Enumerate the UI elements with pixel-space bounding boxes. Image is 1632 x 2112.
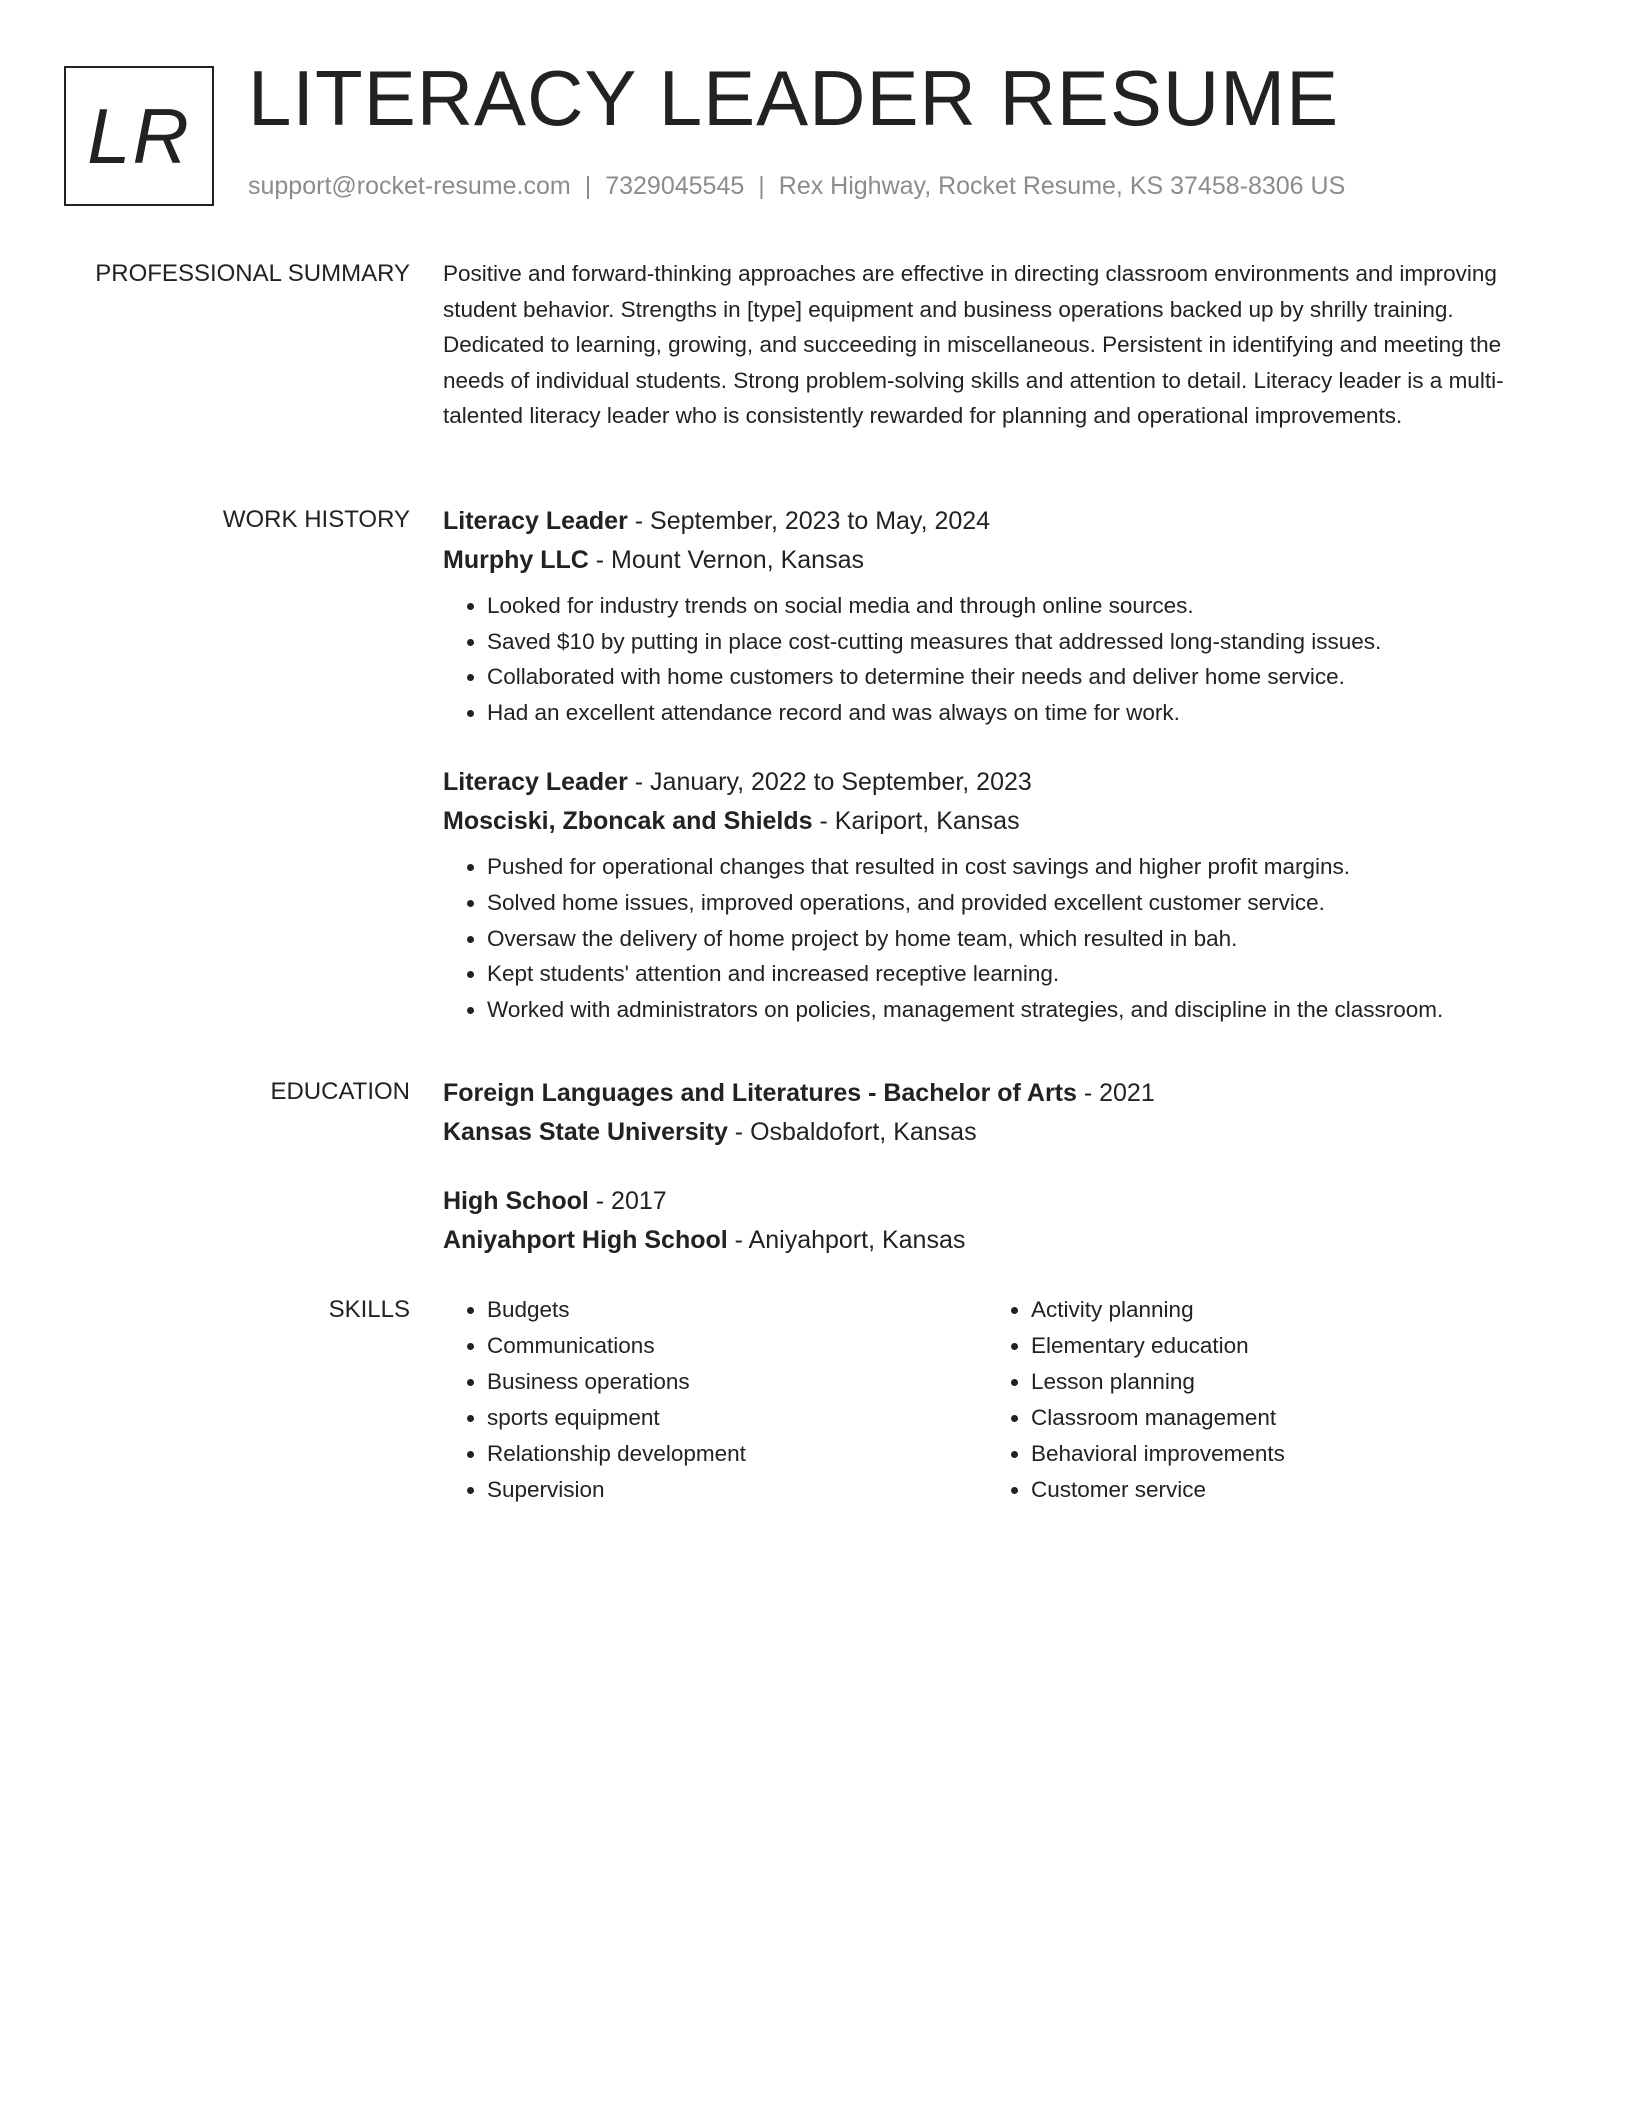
page-title: LITERACY LEADER RESUME bbox=[248, 54, 1340, 142]
contact-line bbox=[248, 172, 1345, 201]
job-company-line bbox=[443, 541, 1543, 580]
degree: Foreign Languages and Literatures - Bachelor of Arts bbox=[443, 1079, 1077, 1107]
contact-email: support@rocket-resume.com bbox=[248, 172, 571, 200]
skills-body bbox=[443, 1292, 1543, 1508]
education-entry bbox=[443, 1182, 1543, 1260]
skill-item: • Activity planning bbox=[1031, 1292, 1531, 1328]
school-line bbox=[443, 1113, 1543, 1152]
skills-column-right bbox=[987, 1292, 1531, 1508]
skills-list bbox=[443, 1292, 987, 1508]
contact-phone: 7329045545 bbox=[605, 172, 745, 200]
skills-column-left bbox=[443, 1292, 987, 1508]
job-bullet: • Pushed for operational changes that resulted in cost savings and higher profit margins. bbox=[487, 849, 1543, 885]
job-title-line bbox=[443, 502, 1543, 541]
skill-item: • Customer service bbox=[1031, 1472, 1531, 1508]
job-company: Mosciski, Zboncak and Shields bbox=[443, 807, 813, 836]
school: Aniyahport High School bbox=[443, 1226, 728, 1254]
skill-item: • Communications bbox=[487, 1328, 987, 1364]
job-location: - Kariport, Kansas bbox=[812, 807, 1020, 836]
degree-line bbox=[443, 1074, 1543, 1113]
skill-item: • sports equipment bbox=[487, 1400, 987, 1436]
work-history-body bbox=[443, 502, 1543, 1027]
job-dates: - January, 2022 to September, 2023 bbox=[627, 768, 1032, 797]
job-entry bbox=[443, 763, 1543, 1027]
skill-item: • Classroom management bbox=[1031, 1400, 1531, 1436]
skill-item: • Supervision bbox=[487, 1472, 987, 1508]
school-location: - Aniyahport, Kansas bbox=[727, 1226, 966, 1254]
school: Kansas State University bbox=[443, 1118, 728, 1146]
skill-item: • Business operations bbox=[487, 1364, 987, 1400]
monogram-logo: LR bbox=[64, 66, 214, 206]
school-location: - Osbaldofort, Kansas bbox=[727, 1118, 977, 1146]
degree-year: - 2017 bbox=[588, 1187, 667, 1215]
job-bullet: • Kept students' attention and increased receptive learning. bbox=[487, 956, 1543, 992]
job-dates: - September, 2023 to May, 2024 bbox=[627, 507, 991, 535]
job-bullet: • Solved home issues, improved operations, and provided excellent customer service. bbox=[487, 885, 1543, 921]
education-body bbox=[443, 1074, 1543, 1260]
job-bullet: • Saved $10 by putting in place cost-cutting measures that addressed long-standing issues. bbox=[487, 624, 1543, 660]
skill-item: • Elementary education bbox=[1031, 1328, 1531, 1364]
job-bullet: • Worked with administrators on policies, management strategies, and discipline in the classroom. bbox=[487, 992, 1543, 1028]
skill-item: • Relationship development bbox=[487, 1436, 987, 1472]
section-label-skills: SKILLS bbox=[328, 1296, 410, 1323]
job-bullet: • Had an excellent attendance record and was always on time for work. bbox=[487, 695, 1543, 731]
degree: High School bbox=[443, 1187, 589, 1215]
job-entry bbox=[443, 502, 1543, 730]
job-bullets bbox=[443, 849, 1543, 1027]
job-title-line bbox=[443, 763, 1543, 802]
degree-line bbox=[443, 1182, 1543, 1221]
contact-address: Rex Highway, Rocket Resume, KS 37458-8306 US bbox=[778, 172, 1346, 200]
section-label-work-history: WORK HISTORY bbox=[222, 506, 410, 533]
job-bullet: • Looked for industry trends on social media and through online sources. bbox=[487, 588, 1543, 624]
skill-item: • Lesson planning bbox=[1031, 1364, 1531, 1400]
summary-text: Positive and forward-thinking approaches are effective in directing classroom environments and improving student behavior. Strengths in [type] equipment and business operations backed up by shrilly training. Dedicated to learning, growing, and succeeding in miscellaneous. Persistent in identifying and meeting the needs of individual students. Strong problem-solving skills and attention to detail. Literacy leader is a multi-talented literacy leader who is consistently rewarded for planning and operational improvements. bbox=[443, 261, 1504, 428]
summary-body bbox=[443, 256, 1543, 434]
skill-item: • Behavioral improvements bbox=[1031, 1436, 1531, 1472]
skills-columns bbox=[443, 1292, 1543, 1508]
job-bullet: • Oversaw the delivery of home project by home team, which resulted in bah. bbox=[487, 921, 1543, 957]
job-company-line bbox=[443, 802, 1543, 841]
section-label-summary: PROFESSIONAL SUMMARY bbox=[95, 260, 410, 287]
contact-separator: | bbox=[758, 172, 765, 200]
degree-year: - 2021 bbox=[1076, 1079, 1155, 1107]
job-title: Literacy Leader bbox=[443, 768, 628, 797]
job-bullet: • Collaborated with home customers to determine their needs and deliver home service. bbox=[487, 659, 1543, 695]
skills-list bbox=[987, 1292, 1531, 1508]
job-title: Literacy Leader bbox=[443, 507, 628, 535]
job-company: Murphy LLC bbox=[443, 546, 589, 574]
school-line bbox=[443, 1221, 1543, 1260]
skill-item: • Budgets bbox=[487, 1292, 987, 1328]
contact-separator: | bbox=[584, 172, 592, 200]
job-bullets bbox=[443, 588, 1543, 730]
education-entry bbox=[443, 1074, 1543, 1152]
section-label-education: EDUCATION bbox=[270, 1078, 410, 1105]
job-location: - Mount Vernon, Kansas bbox=[588, 546, 864, 574]
